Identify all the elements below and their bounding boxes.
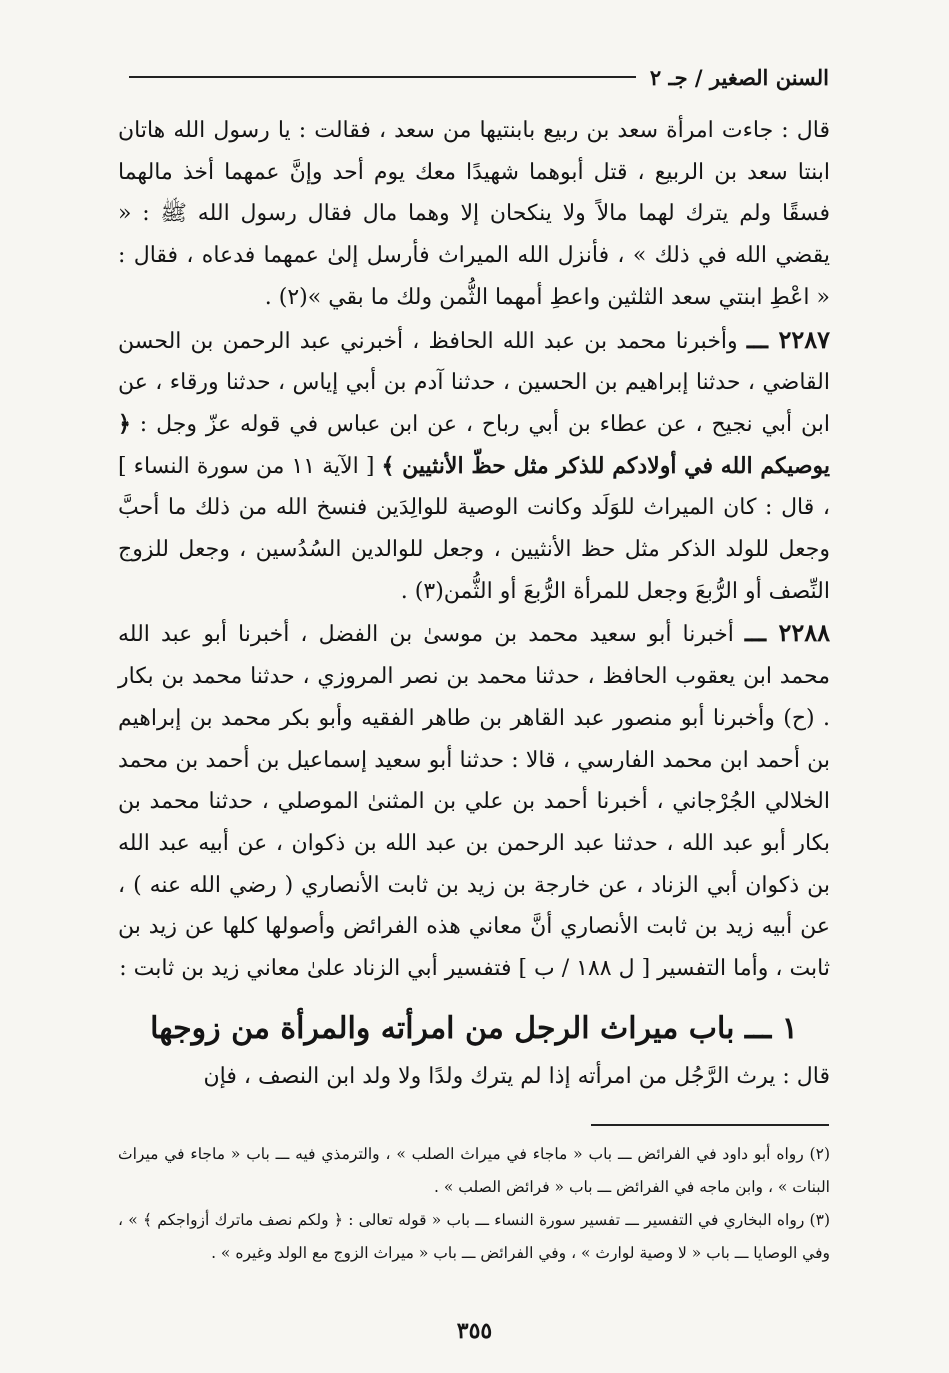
header-rule: [129, 76, 636, 78]
footnotes: [118, 1138, 830, 1270]
footnote-3: (٣) رواه البخاري في التفسير ـــ تفسير سورة النساء ـــ باب « قوله تعالى : ﴿ ولكم نصف ماترك أزواجكم ﴾ » ، وفي الوصايا ـــ باب « لا وصية لوارث » ، وفي الفرائض ـــ باب « ميراث الزوج مع الولد وغيره » .: [118, 1211, 830, 1262]
running-header: [129, 62, 829, 92]
running-header-title: السنن الصغير / جـ ٢: [649, 64, 829, 90]
hadith-2288: [118, 612, 830, 989]
main-text: [118, 110, 830, 990]
quran-verse: ﴿ يوصيكم الله في أولادكم للذكر مثل حظّ الأنثيين ﴾: [118, 410, 830, 479]
footnote-2: (٢) رواه أبو داود في الفرائض ـــ باب « ماجاء في ميراث الصلب » ، والترمذي فيه ـــ باب « ماجاء في ميراث البنات » ، وابن ماجه في الفرائض ـــ باب « فرائض الصلب » .: [118, 1145, 830, 1196]
paragraph-narration-end: قال : جاءت امرأة سعد بن ربيع بابنتيها من سعد ، فقالت : يا رسول الله هاتان ابنتا سعد بن الربيع ، قتل أبوهما شهيدًا معك يوم أحد وإنَّ عمهما أخذ مالهما فسقًا ولم يترك لهما مالاً ولا ينكحان إلا وهما مال فقال رسول الله ﷺ : « يقضي الله في ذلك » ، فأنزل الله الميراث فأرسل إلىٰ عمهما فدعاه ، فقال : « اعْطِ ابنتي سعد الثلثين واعطِ أمهما الثُّمن ولك ما بقي »(٢) .: [118, 118, 830, 310]
chapter-first-line: قال : يرث الرَّجُل من امرأته إذا لم يترك ولدًا ولا ولد ابن النصف ، فإن: [203, 1064, 830, 1089]
hadith-2287-isnad: وأخبرنا محمد بن عبد الله الحافظ ، أخبرني عبد الرحمن بن الحسن القاضي ، حدثنا إبراهيم بن الحسين ، حدثنا آدم بن أبي إياس ، حدثنا ورقاء ، عن ابن أبي نجيح ، عن عطاء بن أبي رباح ، عن ابن عباس في قوله عزّ وجل :: [118, 328, 830, 437]
hadith-2288-text: أخبرنا أبو سعيد محمد بن موسىٰ بن الفضل ، أخبرنا أبو عبد الله محمد ابن يعقوب الحافظ ، حدثنا محمد بن نصر المروزي ، حدثنا محمد بن بكار . (ح) وأخبرنا أبو منصور عبد القاهر بن طاهر الفقيه وأبو بكر محمد بن إبراهيم بن أحمد ابن محمد الفارسي ، قالا : حدثنا أبو سعيد إسماعيل بن أحمد بن محمد الخلالي الجُرْجاني ، أخبرنا أحمد بن علي بن المثنىٰ الموصلي ، حدثنا محمد بن بكار أبو عبد الله ، حدثنا عبد الرحمن بن عبد الله بن ذكوان ، عن أبيه عبد الله بن ذكوان أبي الزناد ، عن خارجة بن زيد بن ثابت الأنصاري ( رضي الله عنه ) ، عن أبيه زيد بن ثابت الأنصاري أنَّ معاني هذه الفرائض وأصولها كلها عن زيد بن ثابت ، وأما التفسير [ ل ١٨٨ / ب ] فتفسير أبي الزناد علىٰ معاني زيد بن ثابت :: [118, 622, 830, 982]
chapter-heading: ١ ـــ باب ميراث الرجل من امرأته والمرأة من زوجها: [150, 1011, 798, 1046]
footnote-separator: [591, 1124, 829, 1126]
hadith-number-2288: ٢٢٨٨ ـــ: [744, 618, 830, 648]
hadith-2287-matn: [ الآية ١١ من سورة النساء ] ، قال : كان الميراث للوَلَد وكانت الوصية للوالِدَين فنسخ الله من ذلك ما أحبَّ وجعل للولد الذكر مثل حظ الأنثيين ، وجعل للوالدين السُدُسين ، وجعل للزوج النِّصف أو الرُّبعَ وجعل للمرأة الرُّبعَ أو الثُّمن(٣) .: [118, 453, 830, 604]
hadith-number-2287: ٢٢٨٧ ـــ: [746, 324, 830, 354]
hadith-2287: [118, 319, 830, 613]
page-number: ٣٥٥: [456, 1318, 493, 1344]
